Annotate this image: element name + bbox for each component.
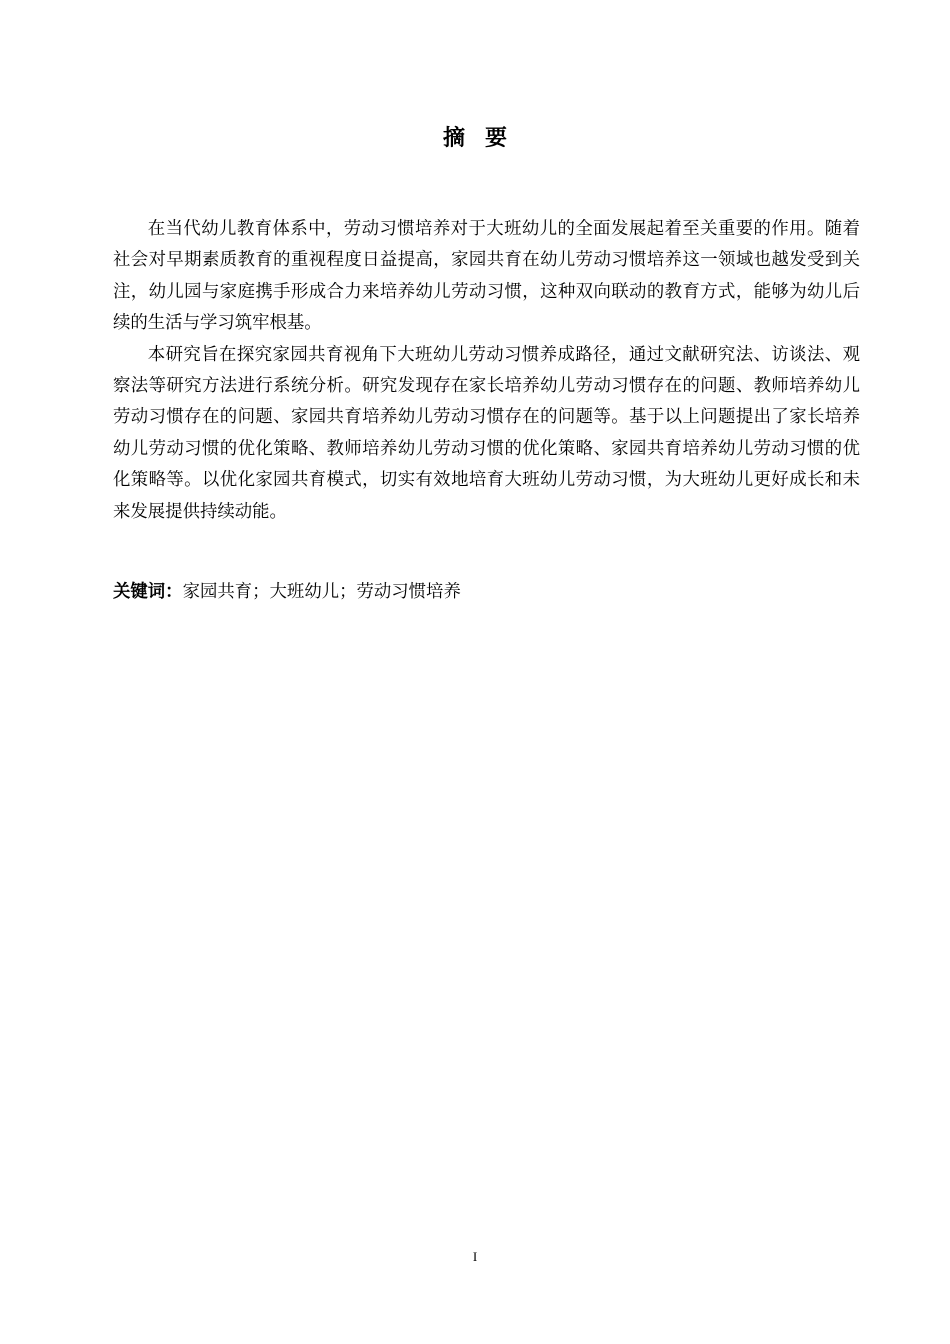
keywords-label: 关键词： xyxy=(113,582,183,602)
keywords-line xyxy=(113,577,860,608)
abstract-paragraph-2: 本研究旨在探究家园共育视角下大班幼儿劳动习惯养成路径，通过文献研究法、访谈法、观察法等研究方法进行系统分析。研究发现存在家长培养幼儿劳动习惯存在的问题、教师培养幼儿劳动习惯存在的问题、家园共育培养幼儿劳动习惯存在的问题等。基于以上问题提出了家长培养幼儿劳动习惯的优化策略、教师培养幼儿劳动习惯的优化策略、家园共育培养幼儿劳动习惯的优化策略等。以优化家园共育模式，切实有效地培育大班幼儿劳动习惯，为大班幼儿更好成长和未来发展提供持续动能。 xyxy=(113,344,860,522)
page-number: I xyxy=(472,1249,478,1264)
keywords-value: 家园共育；大班幼儿；劳动习惯培养 xyxy=(182,582,461,602)
abstract-title: 摘要 xyxy=(442,126,527,151)
abstract-paragraph-1: 在当代幼儿教育体系中，劳动习惯培养对于大班幼儿的全面发展起着至关重要的作用。随着社会对早期素质教育的重视程度日益提高，家园共育在幼儿劳动习惯培养这一领域也越发受到关注，幼儿园与家庭携手形成合力来培养幼儿劳动习惯，这种双向联动的教育方式，能够为幼儿后续的生活与学习筑牢根基。 xyxy=(113,219,860,334)
abstract-body xyxy=(113,214,860,528)
